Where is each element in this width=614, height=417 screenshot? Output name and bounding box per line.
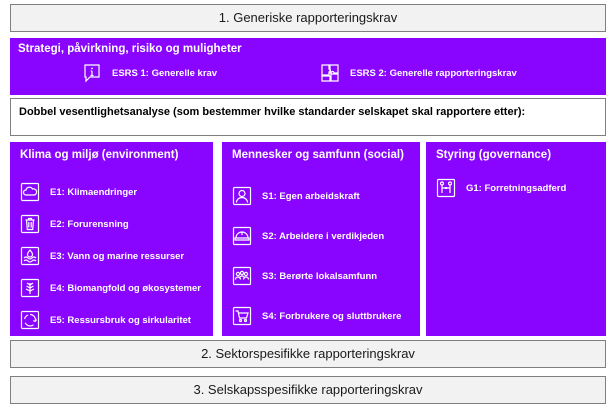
cloud-icon	[20, 182, 40, 202]
company-requirements-bar: 3. Selskapsspesifikke rapporteringskrav	[10, 376, 606, 404]
sector-requirements-bar: 2. Sektorspesifikke rapporteringskrav	[10, 340, 606, 368]
strategy-title: Strategi, påvirkning, risiko og muligheter	[18, 43, 242, 55]
topic-e2-label: E2: Forurensning	[50, 218, 129, 230]
double-materiality-box: Dobbel vesentlighetsanalyse (som bestemmer hvilke standarder selskapet skal rapportere etter):	[10, 98, 606, 136]
esrs1-item	[82, 61, 217, 85]
community-icon	[232, 266, 252, 286]
topic-s2	[232, 216, 418, 256]
topic-s1-label: S1: Egen arbeidskraft	[262, 190, 360, 202]
info-icon	[82, 63, 102, 83]
topic-s1	[232, 176, 418, 216]
person-icon	[232, 186, 252, 206]
handshake-icon	[436, 178, 456, 198]
topic-e2	[20, 208, 211, 240]
topic-s4	[232, 296, 418, 336]
topic-e3-label: E3: Vann og marine ressurser	[50, 250, 185, 262]
esrs1-label: ESRS 1: Generelle krav	[112, 67, 218, 79]
water-icon	[20, 246, 40, 266]
trash-icon	[20, 214, 40, 234]
social-column	[222, 142, 420, 336]
topic-e4-label: E4: Biomangfold og økosystemer	[50, 282, 201, 294]
esrs2-item	[320, 61, 517, 85]
strategy-section	[10, 38, 606, 95]
topic-e1	[20, 176, 211, 208]
governance-title: Styring (governance)	[436, 149, 552, 161]
puzzle-icon	[320, 63, 340, 83]
leaf-icon	[20, 278, 40, 298]
topic-s2-label: S2: Arbeidere i verdikjeden	[262, 230, 385, 242]
helmet-icon	[232, 226, 252, 246]
environment-title: Klima og miljø (environment)	[20, 149, 179, 161]
topic-g1-label: G1: Forretningsadferd	[466, 182, 567, 194]
social-title: Mennesker og samfunn (social)	[232, 149, 404, 161]
topic-e1-label: E1: Klimaendringer	[50, 186, 138, 198]
cart-icon	[232, 306, 252, 326]
governance-column	[426, 142, 606, 336]
recycle-icon	[20, 310, 40, 330]
topic-e5	[20, 304, 211, 336]
topic-e4	[20, 272, 211, 304]
topic-s3-label: S3: Berørte lokalsamfunn	[262, 270, 378, 282]
topic-e5-label: E5: Ressursbruk og sirkularitet	[50, 314, 191, 326]
esrs2-label: ESRS 2: Generelle rapporteringskrav	[350, 67, 517, 79]
topic-s3	[232, 256, 418, 296]
topic-e3	[20, 240, 211, 272]
topic-s4-label: S4: Forbrukere og sluttbrukere	[262, 310, 402, 322]
topic-g1	[436, 176, 604, 200]
environment-column	[10, 142, 213, 336]
generic-requirements-bar: 1. Generiske rapporteringskrav	[10, 4, 606, 32]
